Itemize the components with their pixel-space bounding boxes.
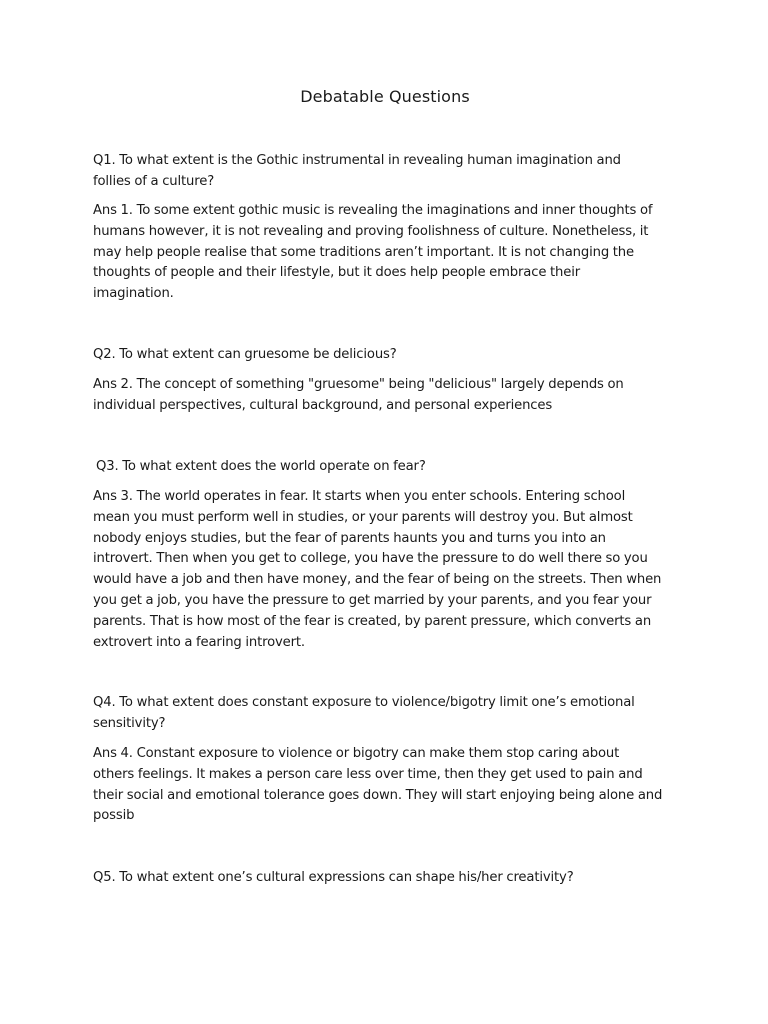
answer-1-line-4: thoughts of people and their lifestyle, but it does help people embrace their [93, 265, 581, 281]
answer-3-line-3: nobody enjoys studies, but the fear of parents haunts you and turns you into an [93, 530, 606, 546]
question-2 [93, 345, 683, 366]
question-1-line-1: Q1. To what extent is the Gothic instrumental in revealing human imagination and [93, 153, 621, 168]
answer-4-line-1: Ans 4. Constant exposure to violence or bigotry can make them stop caring about [93, 746, 620, 761]
question-1-line-2: follies of a culture? [93, 173, 215, 189]
answer-4-line-4: possib [93, 808, 135, 824]
answer-1-line-3: may help people realise that some traditions aren’t important. It is not changing the [93, 244, 634, 260]
answer-3-line-1: Ans 3. The world operates in fear. It starts when you enter schools. Entering school [93, 489, 626, 504]
answer-3-line-2: mean you must perform well in studies, or your parents will destroy you. But almost [93, 509, 633, 525]
answer-4-line-3: their social and emotional tolerance goes down. They will start enjoying being alone and [93, 787, 663, 803]
question-1 [93, 151, 683, 193]
answer-2-line-2: individual perspectives, cultural background, and personal experiences [93, 397, 553, 413]
question-4-line-1: Q4. To what extent does constant exposure to violence/bigotry limit one’s emotional [93, 695, 635, 710]
answer-3-line-7: parents. That is how most of the fear is created, by parent pressure, which converts an [93, 613, 652, 629]
answer-1-line-5: imagination. [93, 286, 174, 302]
answer-2 [93, 375, 683, 417]
answer-4-line-2: others feelings. It makes a person care less over time, then they get used to pain and [93, 766, 643, 782]
question-3 [96, 457, 686, 478]
answer-3-line-5: would have a job and then have money, and the fear of being on the streets. Then when [93, 572, 662, 588]
answer-3-line-6: you get a job, you have the pressure to get married by your parents, and you fear your [93, 592, 652, 608]
question-4-line-2: sensitivity? [93, 715, 166, 731]
question-5 [93, 868, 683, 889]
answer-1 [93, 201, 683, 305]
answer-4 [93, 744, 683, 827]
question-2-line-1: Q2. To what extent can gruesome be delicious? [93, 347, 397, 362]
question-5-line-1: Q5. To what extent one’s cultural expressions can shape his/her creativity? [93, 870, 574, 885]
answer-1-line-1: Ans 1. To some extent gothic music is revealing the imaginations and inner thoughts of [93, 203, 653, 218]
answer-3 [93, 487, 683, 653]
question-4 [93, 693, 683, 735]
answer-2-line-1: Ans 2. The concept of something "gruesome" being "delicious" largely depends on [93, 377, 624, 392]
question-3-line-1: Q3. To what extent does the world operate on fear? [96, 459, 426, 474]
page-title: Debatable Questions [300, 87, 470, 106]
answer-1-line-2: humans however, it is not revealing and proving foolishness of culture. Nonetheless, it [93, 223, 649, 239]
answer-3-line-4: introvert. Then when you get to college, you have the pressure to do well there so you [93, 551, 648, 567]
answer-3-line-8: extrovert into a fearing introvert. [93, 634, 305, 650]
